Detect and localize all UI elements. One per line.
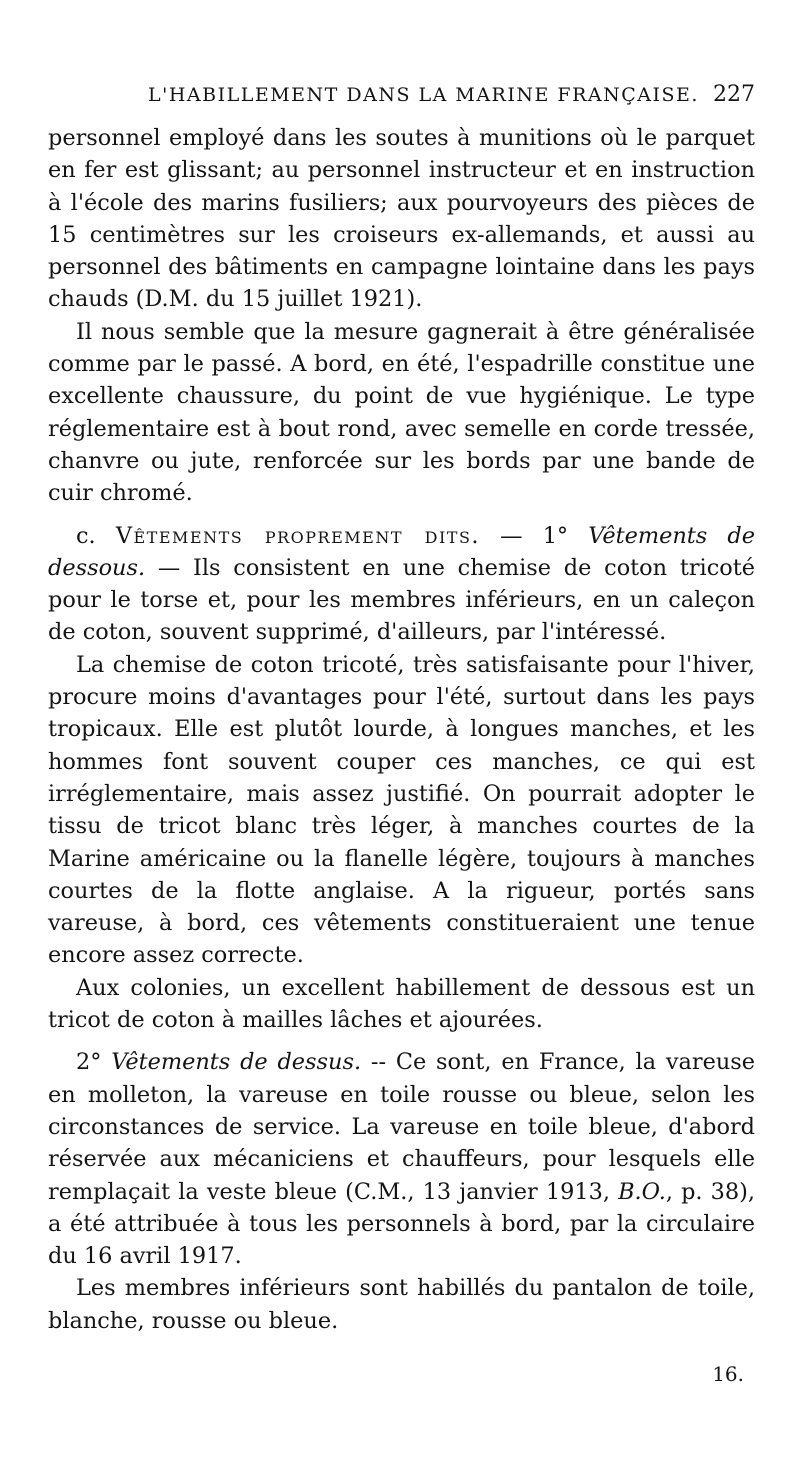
subsection-number: 1° <box>542 522 569 549</box>
section-dash: — <box>480 522 543 549</box>
section-title: Vêtements proprement dits. <box>115 522 481 549</box>
page-number: 227 <box>713 82 755 107</box>
paragraph-chemise: La chemise de coton tricoté, très satisfaisante pour l'hiver, procure moins d'avantages pour l'été, surtout dans les pays tropicaux. Elle est plutôt lourde, à longues manches, et les hommes font souvent couper ces manches, ce qui est irréglementaire, mais assez justifié. On pourrait adopter le tissu de tricot blanc très léger, à manches courtes de la Marine américaine ou la flanelle légère, toujours à manches courtes de la flotte anglaise. A la rigueur, portés sans vareuse, à bord, ces vêtements constitueraient une tenue encore assez correcte. <box>48 651 755 969</box>
section-c-text: Ils consistent en une chemise de coton tricoté pour le torse et, pour les membres inférieurs, en un caleçon de coton, souvent supprimé, d'ailleurs, par l'intéressé. <box>48 554 755 646</box>
body-text <box>48 122 755 1337</box>
subsection-2-number: 2° <box>76 1049 102 1076</box>
paragraph-continuation: personnel employé dans les soutes à munitions où le parquet en fer est glissant; au personnel instructeur et en instruction à l'école des marins fusiliers; aux pourvoyeurs des pièces de 15 centimètres sur les croiseurs ex-allemands, et aussi au personnel des bâtiments en campagne lointaine dans les pays chauds (D.M. du 15 juillet 1921). <box>48 125 755 313</box>
subsection-title: Vêtements de dessous. <box>48 522 755 581</box>
signature-mark: 16. <box>712 1362 744 1386</box>
subsection-2-dash: -- <box>361 1049 396 1076</box>
section-2-reference: B.O. <box>618 1178 666 1205</box>
section-2-text-b: , p. 38), a été attribuée à tous les personnels à bord, par la circulaire du 16 avril 1917. <box>48 1178 755 1270</box>
section-c-paragraph: c. Vêtements proprement dits. — 1° Vêtements de dessous. — Ils consistent en une chemise de coton tricoté pour le torse et, pour les membres inférieurs, en un caleçon de coton, souvent supprimé, d'ailleurs, par l'intéressé. <box>48 522 755 646</box>
section-2-text-a: Ce sont, en France, la vareuse en molleton, la vareuse en toile rousse ou bleue, selon les circonstances de service. La vareuse en toile bleue, d'abord réservée aux mécaniciens et chauffeurs, pour lesquels elle remplaçait la veste bleue (C.M., 13 janvier 1913, <box>48 1049 755 1205</box>
subsection-2-title: Vêtements de dessus. <box>111 1049 362 1076</box>
paragraph-espadrille: Il nous semble que la mesure gagnerait à être généralisée comme par le passé. A bord, en été, l'espadrille constitue une excellente chaussure, du point de vue hygiénique. Le type réglementaire est à bout rond, avec semelle en corde tressée, chanvre ou jute, renforcée sur les bords par une bande de cuir chromé. <box>48 318 755 507</box>
paragraph-colonies: Aux colonies, un excellent habillement de dessous est un tricot de coton à mailles lâches et ajourées. <box>48 974 755 1034</box>
section-letter: c. <box>76 522 96 549</box>
section-2-paragraph <box>48 1046 755 1272</box>
paragraph-pantalon: Les membres inférieurs sont habillés du pantalon de toile, blanche, rousse ou bleue. <box>48 1275 755 1334</box>
running-header <box>48 82 755 112</box>
running-title: L'HABILLEMENT DANS LA MARINE FRANÇAISE. <box>148 84 699 106</box>
